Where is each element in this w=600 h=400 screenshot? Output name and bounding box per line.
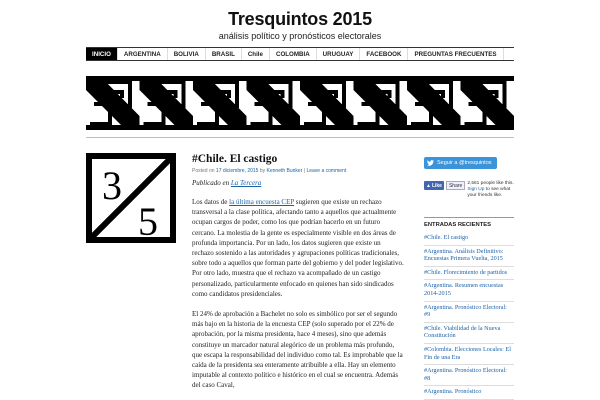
sidebar	[424, 153, 514, 400]
recent-post-item[interactable]: #Argentina. Pronóstico	[424, 386, 514, 400]
la-tercera-link[interactable]: La Tercera	[230, 179, 262, 187]
facebook-like-text	[467, 181, 514, 199]
facebook-share-button[interactable]: Share	[446, 181, 465, 190]
nav-item-chile[interactable]: Chile	[242, 48, 270, 60]
nav-item-uruguay[interactable]: URUGUAY	[317, 48, 361, 60]
twitter-follow-button[interactable]	[424, 157, 497, 169]
nav-item-preguntas-frecuentes[interactable]: PREGUNTAS FRECUENTES	[408, 48, 503, 60]
recent-post-item[interactable]: #Colombia. Elecciones Locales: El Fin de una Era	[424, 344, 514, 365]
header-divider	[86, 137, 514, 138]
nav-item-facebook[interactable]: FACEBOOK	[360, 48, 408, 60]
post-paragraph-2: El 24% de aprobación a Bachelet no solo es simbólico por ser el segundo más bajo en la historia de la encuesta CEP (solo superado por el 22% de aprobación, por la misma presidenta, hace 4 meses), sino que además constituye un marcador natural alegórico de un problema más profundo, que escapa la responsabilidad del individuo como tal. Es improbable que la caída de la presidenta sea enteramente atribuible a ella. Hay un elemento imputable al contexto político e histórico en el cual se encuentra. Además del caso Caval,	[192, 310, 403, 390]
twitter-follow-label: Seguir a @tresquintos	[437, 160, 492, 166]
nav-item-inicio[interactable]: INICIO	[86, 48, 118, 60]
recent-posts-list	[424, 232, 514, 400]
recent-post-item[interactable]: #Argentina. Análisis Definitivo: Encuestas Primera Vuelta, 2015	[424, 246, 514, 267]
cep-survey-link[interactable]: la última encuesta CEP	[229, 198, 295, 206]
like-label: Like	[431, 182, 442, 189]
logo-numerator: 3	[102, 163, 122, 208]
fb-like-text-2: to see what your friends like.	[467, 187, 511, 198]
recent-post-item[interactable]: #Argentina. Resumen encuestas 2014-2015	[424, 280, 514, 301]
recent-post-item[interactable]: #Chile. El castigo	[424, 232, 514, 246]
recent-posts-title: ENTRADAS RECIENTES	[424, 217, 514, 228]
twitter-bird-icon	[427, 160, 434, 166]
published-in	[192, 179, 404, 187]
site-title[interactable]: Tresquintos 2015	[228, 9, 372, 29]
main-nav	[86, 47, 514, 61]
nav-item-bolivia[interactable]: BOLIVIA	[168, 48, 206, 60]
recent-post-item[interactable]: #Argentina. Pronóstico Electoral: #9	[424, 302, 514, 323]
site-logo-3-5	[86, 153, 176, 243]
by-label: by	[259, 168, 266, 174]
post-entry	[192, 153, 404, 391]
post-paragraph-1	[192, 197, 404, 299]
p1-text-a: Los datos de	[192, 198, 230, 206]
leave-comment-link[interactable]: Leave a comment	[306, 168, 347, 174]
nav-item-argentina[interactable]: ARGENTINA	[118, 48, 168, 60]
post-date-link[interactable]: 17 diciembre, 2015	[215, 168, 259, 174]
published-prefix: Publicado en	[192, 179, 230, 187]
fb-like-count: 2,561 people like this.	[467, 181, 514, 186]
site-description: análisis político y pronósticos electorales	[218, 31, 382, 41]
facebook-like-widget	[424, 181, 514, 199]
recent-post-item[interactable]: #Chile. Viabilidad de la Nueva Constitución	[424, 323, 514, 344]
recent-post-item[interactable]: #Argentina. Pronóstico Electoral: #8	[424, 365, 514, 386]
nav-item-colombia[interactable]: COLOMBIA	[270, 48, 317, 60]
fb-signup-link[interactable]: Sign Up	[467, 187, 485, 192]
nav-item-brasil[interactable]: BRASIL	[206, 48, 242, 60]
logo-denominator: 5	[138, 199, 158, 243]
recent-post-item[interactable]: #Chile. Florecimiento de partidos	[424, 267, 514, 281]
header-banner-greek-key	[86, 76, 514, 130]
post-author-link[interactable]: Kenneth Bunker	[266, 168, 303, 174]
post-title[interactable]: #Chile. El castigo	[192, 153, 278, 165]
meta-separator: |	[303, 168, 306, 174]
post-meta	[192, 168, 404, 174]
thumbs-up-icon: ▲	[426, 182, 431, 189]
posted-on-label: Posted on	[192, 168, 215, 174]
facebook-like-button[interactable]	[424, 181, 444, 190]
p1-text-b: sugieren que existe un rechazo transversal a la clase política, afectando tanto a aquellos que actualmente ocupan cargos de poder, como los que podrían hacerlo en un futuro cercano. La molestia de la gente es especialmente visible en dos áreas de profunda importancia. Por un lado, los datos sugieren que existe un rechazo sostenido a las autoridades y agrupaciones políticas tradicionales, sobre todo a aquellos que forman parte del gobierno y del poder legislativo. Por otro lado, muestra que el rechazo va acompañado de un castigo personalizado, particularmente enfocado en quienes han sido sindicados como candidatos presidenciales.	[192, 198, 404, 298]
